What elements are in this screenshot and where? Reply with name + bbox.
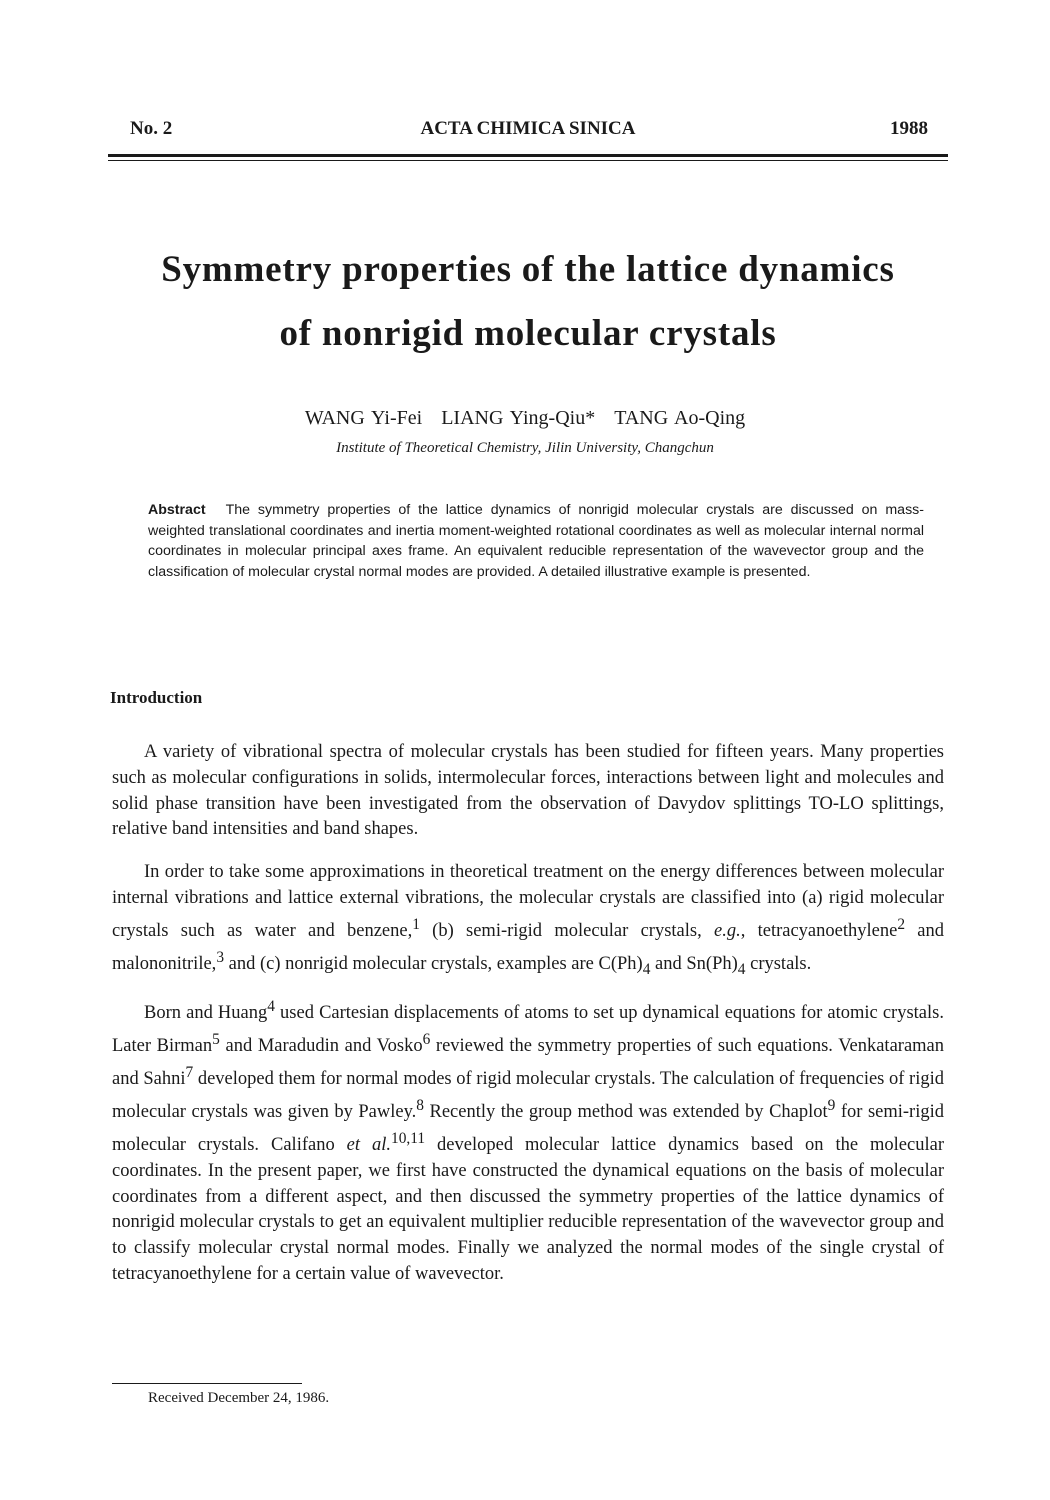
- journal-name: ACTA CHIMICA SINICA: [420, 118, 636, 139]
- paragraph-text: crystals.: [745, 953, 812, 974]
- author-affiliation: Institute of Theoretical Chemistry, Jilin University, Changchun: [336, 440, 714, 456]
- subscript: 4: [737, 960, 746, 978]
- paragraph-text: and (c) nonrigid molecular crystals, examples are C(Ph): [224, 953, 643, 974]
- paragraph-text: In order to take some approximations in theoretical treatment on the energy differences between molecular internal vibrations and lattice external vibrations, the molecular crystals are classified into (a) rigid molecular crystals such as water and benzene,: [112, 862, 944, 941]
- paragraph-text: (b) semi-rigid molecular crystals,: [419, 920, 714, 941]
- body-paragraph-1: A variety of vibrational spectra of molecular crystals has been studied for fifteen years. Many properties such as molecular configurations in solids, intermolecular forces, interactions between light and molecules and solid phase transition have been investigated from the observation of Davydov splittings TO-LO splittings, relative band intensities and band shapes.: [112, 742, 944, 840]
- citation-ref: 2: [897, 915, 906, 933]
- author-name: TANG Ao-Qing: [614, 407, 746, 429]
- paragraph-text: developed them for normal modes of rigid molecular crystals. The calculation of frequencies of rigid molecular crystals was given by Pawley.: [112, 1069, 944, 1123]
- citation-ref: 3: [216, 948, 225, 966]
- paragraph-text: e.g.: [713, 920, 741, 941]
- paper-title-line-2: of nonrigid molecular crystals: [279, 313, 777, 354]
- author-name: LIANG Ying-Qiu*: [441, 407, 596, 429]
- abstract-text: The symmetry properties of the lattice dynamics of nonrigid molecular crystals are discussed on mass-weighted translational coordinates and inertia moment-weighted rotational coordinates as well as molecular internal normal coordinates in molecular principal axes frame. An equivalent reducible representation of the wavevector group and the classification of molecular crystal normal modes are provided. A detailed illustrative example is presented.: [148, 502, 924, 580]
- citation-ref: 5: [212, 1030, 220, 1048]
- abstract: [148, 500, 924, 582]
- paragraph-text: and malononitrile,: [112, 920, 944, 974]
- paragraph-text: et al.: [346, 1134, 391, 1155]
- header-rule-thick: [108, 154, 948, 157]
- section-heading: Introduction: [110, 688, 203, 707]
- header-rule-thin: [108, 160, 948, 161]
- publication-year: 1988: [890, 118, 928, 139]
- citation-ref: 4: [267, 998, 275, 1015]
- paragraph-text: for semi-rigid molecular crystals. Califano: [112, 1102, 944, 1155]
- citation-ref: 10,11: [391, 1129, 426, 1147]
- paragraph-text: used Cartesian displacements of atoms to set up dynamical equations for atomic crystals. Later Birman: [112, 1003, 944, 1057]
- running-header: [108, 116, 948, 146]
- body-paragraph-3: [112, 994, 944, 1288]
- subscript: 4: [642, 960, 651, 978]
- abstract-label: Abstract: [148, 502, 206, 518]
- paragraph-text: , tetracyanoethylene: [740, 920, 898, 941]
- paragraph-text: Born and Huang: [144, 1003, 268, 1024]
- author-list: [100, 407, 950, 430]
- body-paragraph-2: [112, 860, 944, 982]
- received-date-footnote: Received December 24, 1986.: [148, 1390, 330, 1406]
- citation-ref: 9: [827, 1096, 836, 1114]
- paragraph-text: reviewed the symmetry properties of such equations. Venkataraman and Sahni: [112, 1036, 945, 1090]
- paragraph-text: Recently the group method was extended by Chaplot: [423, 1102, 828, 1123]
- paragraph-text: and Maradudin and Vosko: [219, 1036, 423, 1057]
- citation-ref: 8: [416, 1096, 424, 1114]
- issue-number: No. 2: [130, 118, 173, 139]
- author-name: WANG Yi-Fei: [304, 407, 423, 429]
- paragraph-text: and Sn(Ph): [650, 953, 738, 974]
- citation-ref: 6: [422, 1030, 431, 1048]
- citation-ref: 1: [412, 915, 420, 933]
- footnote-rule: [112, 1383, 302, 1384]
- paper-title-line-1: Symmetry properties of the lattice dynamics: [161, 249, 895, 290]
- paragraph-text: developed molecular lattice dynamics based on the molecular coordinates. In the present paper, we first have constructed the dynamical equations on the basis of molecular coordinates from a different aspect, and then discussed the symmetry properties of the lattice dynamics of nonrigid molecular crystals to get an equivalent multiplier reducible representation of the wavevector group and to classify molecular crystal normal modes. Finally we analyzed the normal modes of the single crystal of tetracyanoethylene for a certain value of wavevector.: [112, 1134, 944, 1284]
- citation-ref: 7: [185, 1063, 194, 1081]
